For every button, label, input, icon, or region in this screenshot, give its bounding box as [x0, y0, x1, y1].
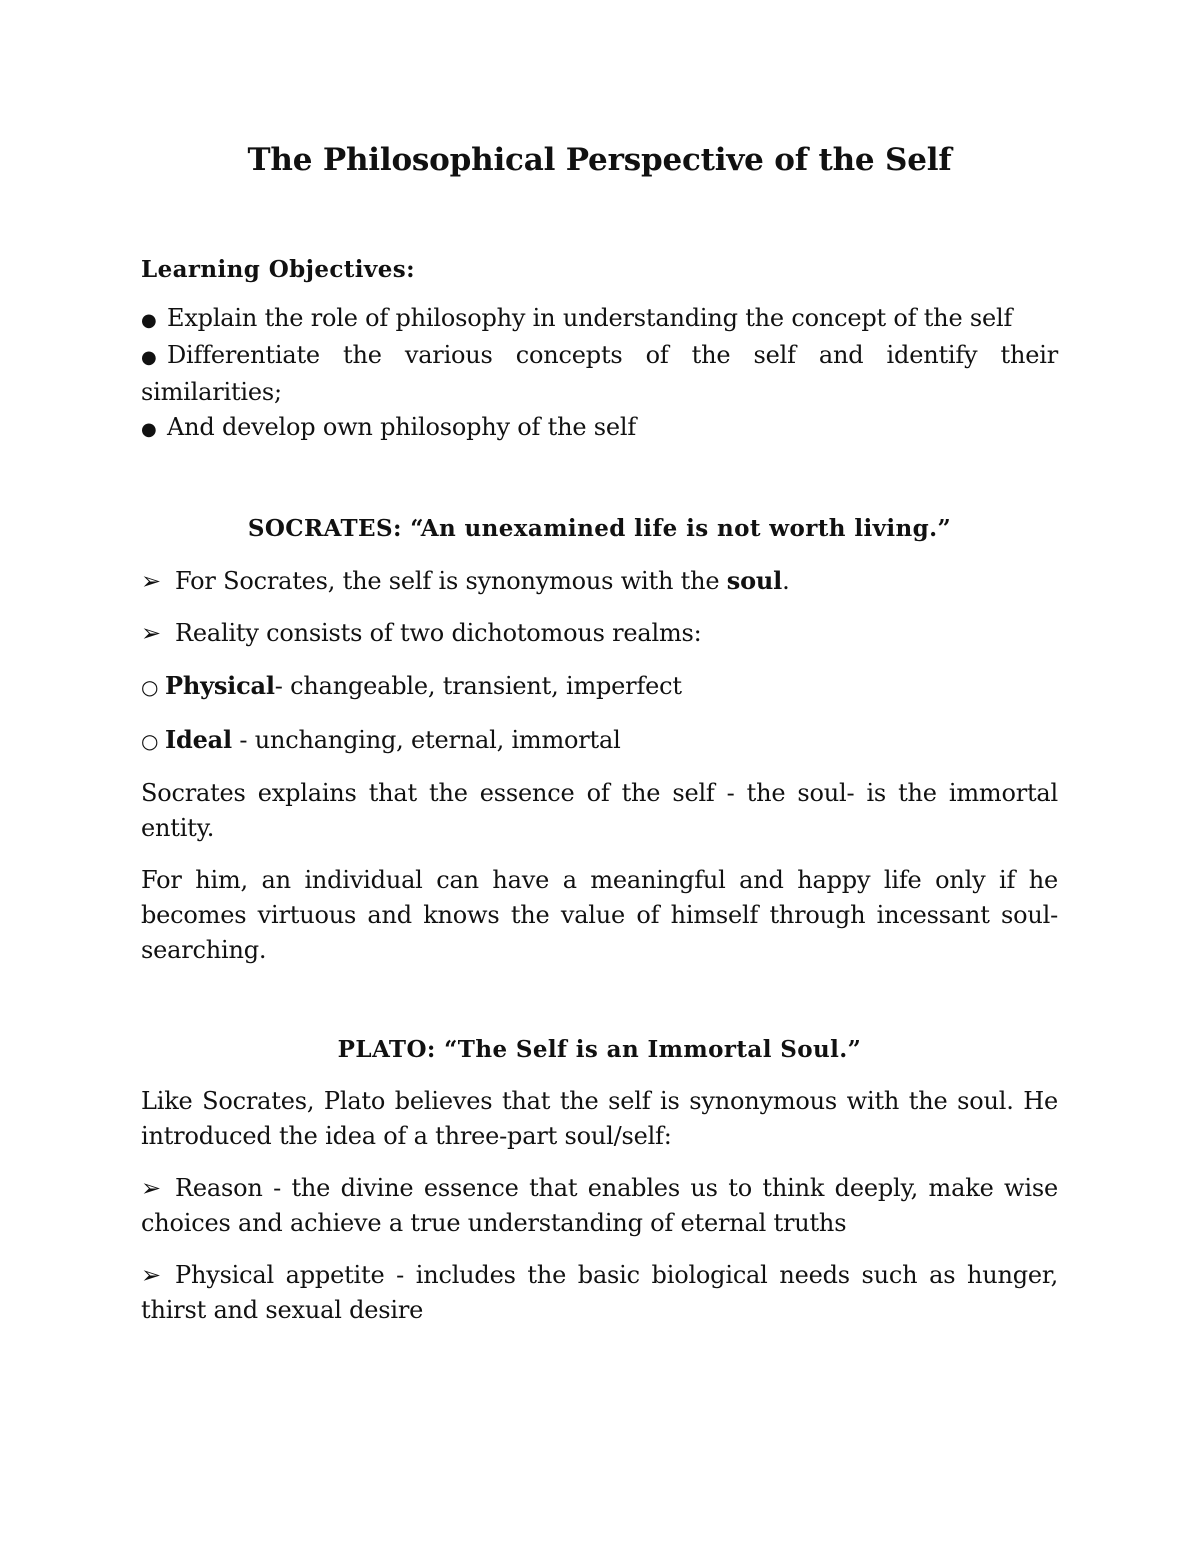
objective-item — [141, 410, 1058, 447]
realm-item — [141, 668, 1058, 705]
objective-text: Differentiate the various concepts of the self and identify their similarities; — [141, 341, 1058, 406]
plato-intro: Like Socrates, Plato believes that the self is synonymous with the soul. He introduced the idea of a three-part soul/self: — [141, 1087, 1058, 1150]
page-title: The Philosophical Perspective of the Self — [247, 142, 952, 178]
plato-heading: PLATO: “The Self is an Immortal Soul.” — [337, 1036, 862, 1063]
soul-term: soul — [726, 566, 783, 595]
plato-point-text: Physical appetite - includes the basic biological needs such as hunger, thirst and sexual desire — [141, 1261, 1058, 1324]
objective-item — [141, 338, 1058, 410]
realm-term: Physical — [165, 671, 275, 700]
bullet-icon: ● — [141, 347, 157, 368]
plato-point-text: Reason - the divine essence that enables us to think deeply, make wise choices and achieve a true understanding of eternal truths — [141, 1174, 1058, 1237]
circle-bullet-icon: ○ — [141, 675, 159, 699]
realm-description: - unchanging, eternal, immortal — [231, 726, 621, 754]
document-body — [141, 138, 1058, 1345]
socrates-heading: SOCRATES: “An unexamined life is not worth living.” — [247, 515, 952, 542]
objective-text: Explain the role of philosophy in understanding the concept of the self — [167, 304, 1013, 332]
socrates-point — [141, 616, 1058, 651]
socrates-paragraph: Socrates explains that the essence of the self - the soul- is the immortal entity. — [141, 779, 1058, 842]
socrates-point-end: . — [782, 567, 790, 595]
learning-objectives-heading: Learning Objectives: — [141, 256, 415, 283]
objective-item — [141, 301, 1058, 338]
plato-point — [141, 1258, 1058, 1328]
arrow-bullet-icon: ➢ — [141, 1174, 161, 1202]
circle-bullet-icon: ○ — [141, 729, 159, 753]
objective-text: And develop own philosophy of the self — [167, 413, 637, 441]
socrates-point — [141, 563, 1058, 599]
arrow-bullet-icon: ➢ — [141, 619, 161, 647]
socrates-point-text: For Socrates, the self is synonymous with the — [175, 567, 727, 595]
realm-item — [141, 722, 1058, 759]
realm-description: - changeable, transient, imperfect — [274, 672, 682, 700]
arrow-bullet-icon: ➢ — [141, 567, 161, 595]
arrow-bullet-icon: ➢ — [141, 1261, 161, 1289]
socrates-paragraph: For him, an individual can have a meaningful and happy life only if he becomes virtuous and knows the value of himself through incessant soul-searching. — [141, 866, 1058, 964]
realm-term: Ideal — [165, 725, 232, 754]
bullet-icon: ● — [141, 419, 157, 440]
plato-point — [141, 1171, 1058, 1241]
socrates-point-text: Reality consists of two dichotomous realms: — [175, 619, 702, 647]
bullet-icon: ● — [141, 310, 157, 331]
